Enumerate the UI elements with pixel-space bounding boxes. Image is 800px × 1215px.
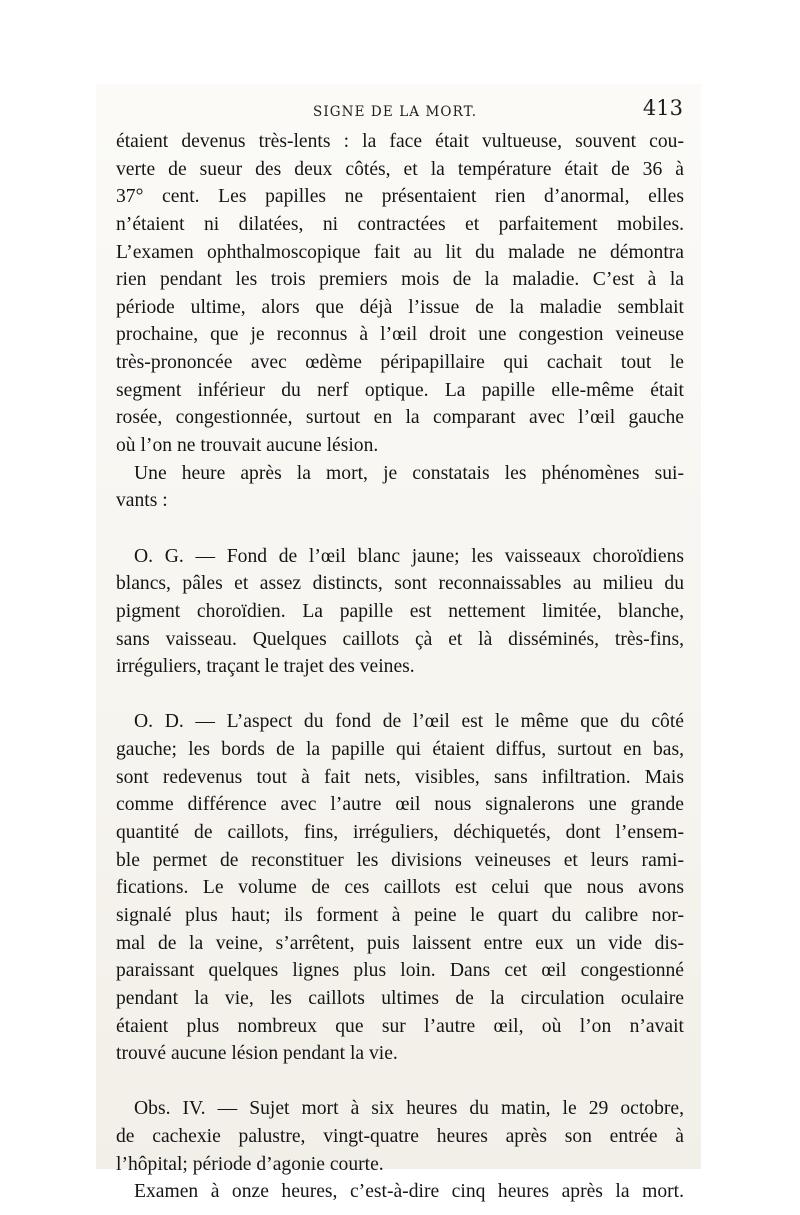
text-line: ble permet de reconstituer les divisions veineuses et leurs rami-	[116, 849, 684, 871]
running-head: SIGNE DE LA MORT.	[313, 104, 478, 120]
paragraph-gap	[116, 515, 684, 543]
text-line: mal de la veine, s’arrêtent, puis laissent entre eux un vide dis-	[116, 932, 684, 954]
text-line: rosée, congestionnée, surtout en la comparant avec l’œil gauche	[116, 407, 684, 429]
text-line: n’étaient ni dilatées, ni contractées et parfaitement mobiles.	[116, 213, 684, 235]
text-line: Examen à onze heures, c’est-à-dire cinq heures après la mort.	[134, 1181, 684, 1203]
text-line: 37° cent. Les papilles ne présentaient rien d’anormal, elles	[116, 186, 684, 208]
text-line: signalé plus haut; ils forment à peine le quart du calibre nor-	[116, 904, 684, 926]
text-line: pendant la vie, les caillots ultimes de la circulation oculaire	[116, 987, 684, 1009]
text-line: O. G. — Fond de l’œil blanc jaune; les vaisseaux choroïdiens	[134, 545, 684, 567]
text-line: verte de sueur des deux côtés, et la température était de 36 à	[116, 158, 684, 180]
text-line: période ultime, alors que déjà l’issue de la maladie semblait	[116, 296, 684, 318]
text-line: sans vaisseau. Quelques caillots çà et là disséminés, très-fins,	[116, 628, 684, 650]
text-line: Une heure après la mort, je constatais les phénomènes sui-	[134, 462, 684, 484]
text-line: très-prononcée avec œdème péripapillaire qui cachait tout le	[116, 352, 684, 374]
page-header	[113, 96, 683, 130]
text-line: irréguliers, traçant le trajet des veines.	[116, 656, 415, 678]
text-line: O. D. — L’aspect du fond de l’œil est le même que du côté	[134, 711, 684, 733]
text-line: L’examen ophthalmoscopique fait au lit du malade ne démontra	[116, 241, 684, 263]
text-line: blancs, pâles et assez distincts, sont reconnaissables au milieu du	[116, 573, 684, 595]
text-line: étaient devenus très-lents : la face était vultueuse, souvent cou-	[116, 131, 684, 152]
text-line: pigment choroïdien. La papille est nettement limitée, blanche,	[116, 600, 684, 622]
paragraph-gap	[116, 681, 684, 709]
text-line: étaient plus nombreux que sur l’autre œil, où l’on n’avait	[116, 1015, 684, 1037]
text-line: gauche; les bords de la papille qui étaient diffus, surtout en bas,	[116, 739, 684, 761]
text-line: paraissant quelques lignes plus loin. Dans cet œil congestionné	[116, 960, 684, 982]
page-number: 413	[642, 96, 683, 120]
body-text	[116, 128, 684, 1206]
text-line: trouvé aucune lésion pendant la vie.	[116, 1043, 398, 1065]
text-line: comme différence avec l’autre œil nous signalerons une grande	[116, 794, 684, 816]
text-line: rien pendant les trois premiers mois de la maladie. C’est à la	[116, 269, 684, 291]
text-line: Obs. IV. — Sujet mort à six heures du matin, le 29 octobre,	[134, 1098, 684, 1120]
text-line: quantité de caillots, fins, irréguliers, déchiquetés, dont l’ensem-	[116, 822, 684, 844]
text-line: vants :	[116, 490, 168, 512]
text-line: fications. Le volume de ces caillots est celui que nous avons	[116, 877, 684, 899]
paragraph-gap	[116, 1068, 684, 1096]
text-line: segment inférieur du nerf optique. La papille elle-même était	[116, 379, 684, 401]
text-line: sont redevenus tout à fait nets, visibles, sans infiltration. Mais	[116, 766, 684, 788]
text-line: l’hôpital; période d’agonie courte.	[116, 1153, 384, 1175]
text-line: de cachexie palustre, vingt-quatre heures après son entrée à	[116, 1126, 684, 1148]
text-line: où l’on ne trouvait aucune lésion.	[116, 435, 379, 457]
text-line: prochaine, que je reconnus à l’œil droit une congestion veineuse	[116, 324, 684, 346]
